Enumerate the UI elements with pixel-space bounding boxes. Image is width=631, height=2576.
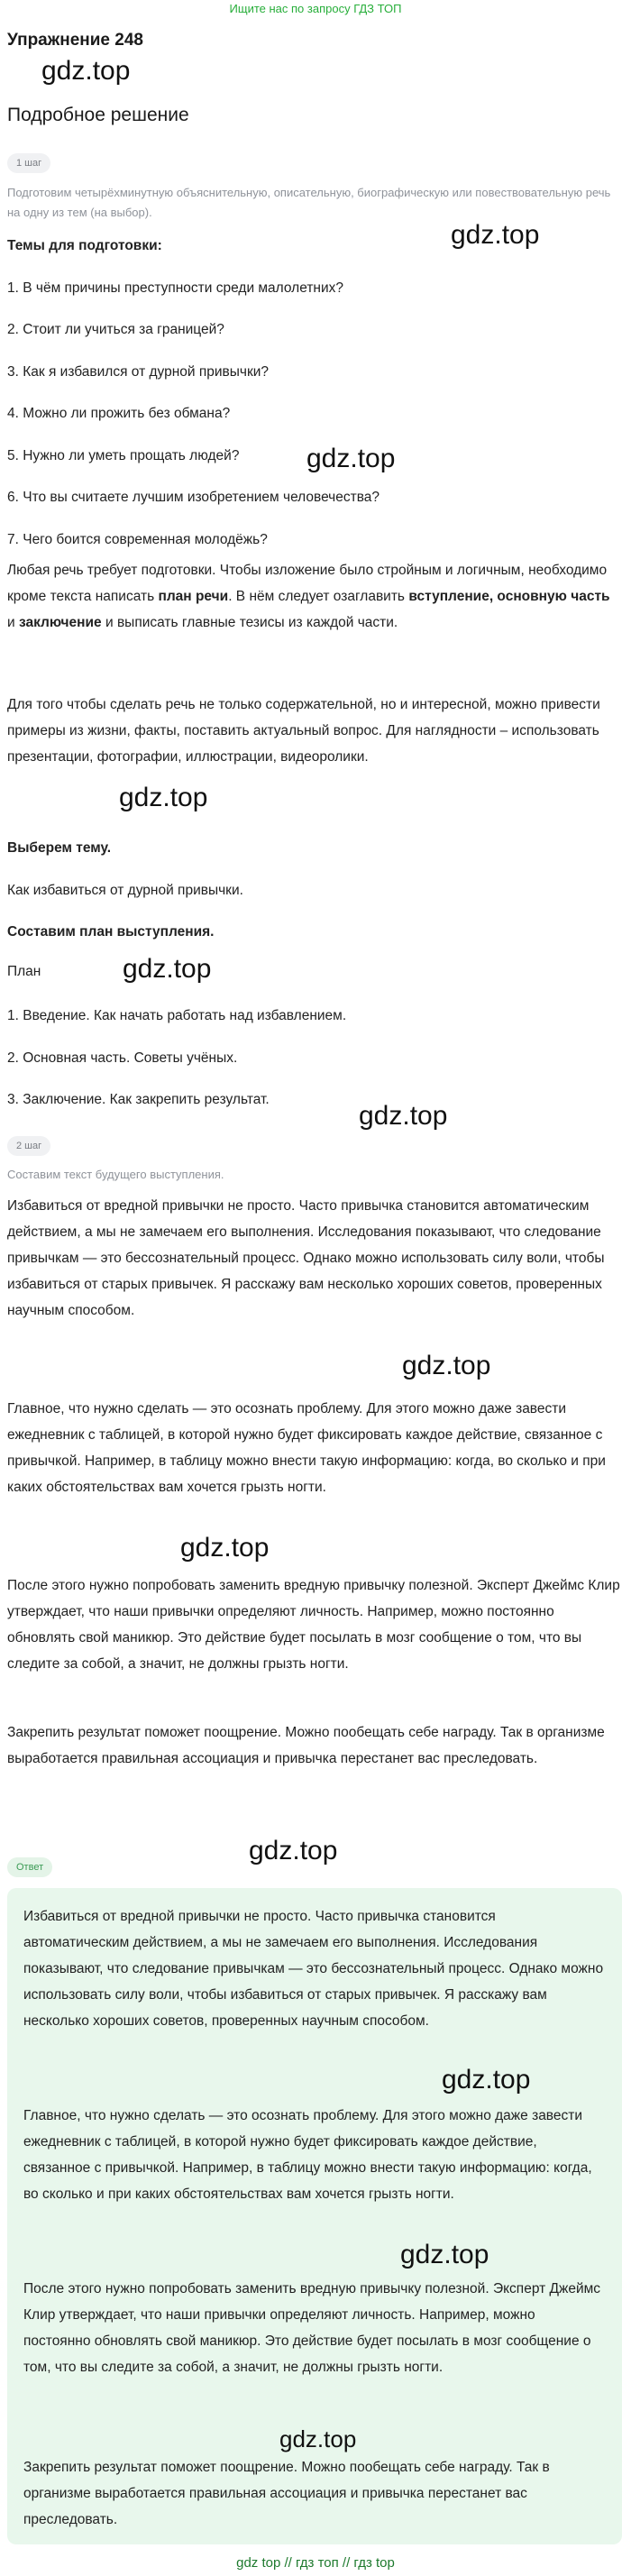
plan-item: 2. Основная часть. Советы учёных. xyxy=(7,1050,238,1066)
topics-heading: Темы для подготовки: xyxy=(7,238,162,253)
step-note: Составим текст будущего выступления. xyxy=(7,1168,224,1181)
step-badge: 1 шаг xyxy=(7,153,50,173)
answer-paragraph: Главное, что нужно сделать — это осознать проблему. Для этого можно даже завести ежедневник с таблицей, в которой нужно будет фиксировать каждое действие, связанное с привычкой. Например, в таблицу можно внести такую информацию: когда, во сколько и при каких обстоятельствах вам хочется грызть ногти. xyxy=(23,2108,592,2202)
exercise-title: Упражнение 248 xyxy=(7,31,143,50)
watermark: gdz.top xyxy=(41,56,131,86)
plan-item: 3. Заключение. Как закрепить результат. xyxy=(7,1092,270,1107)
answer-badge: Ответ xyxy=(7,1857,52,1877)
watermark: gdz.top xyxy=(359,1101,448,1131)
watermark: gdz.top xyxy=(279,2425,357,2452)
answer-paragraph: Избавиться от вредной привычки не просто. Часто привычка становится автоматическим действием, а мы не замечаем его выполнения. Исследования показывают, что следование привычкам — это бессознательный процесс. Однако можно использовать силу воли, чтобы избавиться от старых привычек. Я расскажу вам несколько хороших советов, проверенных научным способом. xyxy=(23,1909,604,2029)
topic-item: 1. В чём причины преступности среди малолетних? xyxy=(7,280,344,296)
plan-heading: Составим план выступления. xyxy=(7,924,215,940)
interest-paragraph: Для того чтобы сделать речь не только содержательной, но и интересной, можно привести примеры из жизни, факты, поставить актуальный вопрос. Для наглядности – использовать презентации, фотографии, иллюстрации, видеоролики. xyxy=(7,697,600,765)
watermark: gdz.top xyxy=(400,2240,489,2269)
prep-paragraph: Любая речь требует подготовки. Чтобы изложение было стройным и логичным, необходимо кроме текста написать план речи. В нём следует озаглавить вступление, основную часть и заключение и выписать главные тезисы из каждой части. xyxy=(7,563,610,630)
watermark: gdz.top xyxy=(119,783,208,812)
speech-paragraph: Главное, что нужно сделать — это осознать проблему. Для этого можно даже завести ежедневник с таблицей, в которой нужно будет фиксировать каждое действие, связанное с привычкой. Например, в таблицу можно внести такую информацию: когда, во сколько и при каких обстоятельствах вам хочется грызть ногти. xyxy=(7,1401,606,1495)
watermark: gdz.top xyxy=(123,954,212,984)
plan-label: План xyxy=(7,964,41,979)
topic-item: 5. Нужно ли уметь прощать людей? xyxy=(7,448,240,463)
topic-item: 7. Чего боится современная молодёжь? xyxy=(7,532,268,547)
topic-item: 4. Можно ли прожить без обмана? xyxy=(7,406,231,421)
watermark: gdz.top xyxy=(402,1351,491,1380)
watermark: gdz.top xyxy=(442,2065,531,2095)
step-badge: 2 шаг xyxy=(7,1136,50,1156)
watermark: gdz.top xyxy=(306,444,396,473)
answer-paragraph: Закрепить результат поможет поощрение. Можно пообещать себе награду. Так в организме выработается правильная ассоциация и привычка перестанет вас преследовать. xyxy=(23,2460,550,2527)
choose-heading: Выберем тему. xyxy=(7,840,112,856)
section-title: Подробное решение xyxy=(7,105,189,125)
footer-links[interactable]: gdz top // гдз топ // гдз top xyxy=(236,2555,395,2571)
watermark: gdz.top xyxy=(180,1533,270,1563)
chosen-topic: Как избавиться от дурной привычки. xyxy=(7,883,243,898)
step-note: Подготовим четырёхминутную объяснительную, описательную, биографическую или повествовательную речь на одну из тем (на выбор). xyxy=(7,186,611,219)
topic-item: 2. Стоит ли учиться за границей? xyxy=(7,322,224,337)
topic-item: 6. Что вы считаете лучшим изобретением человечества? xyxy=(7,490,380,505)
speech-paragraph: Избавиться от вредной привычки не просто. Часто привычка становится автоматическим действием, а мы не замечаем его выполнения. Исследования показывают, что следование привычкам — это бессознательный процесс. Однако можно использовать силу воли, чтобы избавиться от старых привычек. Я расскажу вам несколько хороших советов, проверенных научным способом. xyxy=(7,1198,605,1318)
speech-paragraph: После этого нужно попробовать заменить вредную привычку полезной. Эксперт Джеймс Клир утверждает, что наши привычки определяют личность. Например, можно постоянно обновлять свой маникюр. Это действие будет посылать в мозг сообщение о том, что вы следите за собой, а значит, не должны грызть ногти. xyxy=(7,1578,620,1672)
plan-item: 1. Введение. Как начать работать над избавлением. xyxy=(7,1008,347,1023)
answer-paragraph: После этого нужно попробовать заменить вредную привычку полезной. Эксперт Джеймс Клир утверждает, что наши привычки определяют личность. Например, можно постоянно обновлять свой маникюр. Это действие будет посылать в мозг сообщение о том, что вы следите за собой, а значит, не должны грызть ногти. xyxy=(23,2281,601,2375)
top-banner[interactable]: Ищите нас по запросу ГДЗ ТОП xyxy=(229,2,402,15)
watermark: gdz.top xyxy=(249,1836,338,1866)
watermark: gdz.top xyxy=(451,220,540,250)
topic-item: 3. Как я избавился от дурной привычки? xyxy=(7,364,270,380)
speech-paragraph: Закрепить результат поможет поощрение. Можно пообещать себе награду. Так в организме выработается правильная ассоциация и привычка перестанет вас преследовать. xyxy=(7,1725,605,1766)
